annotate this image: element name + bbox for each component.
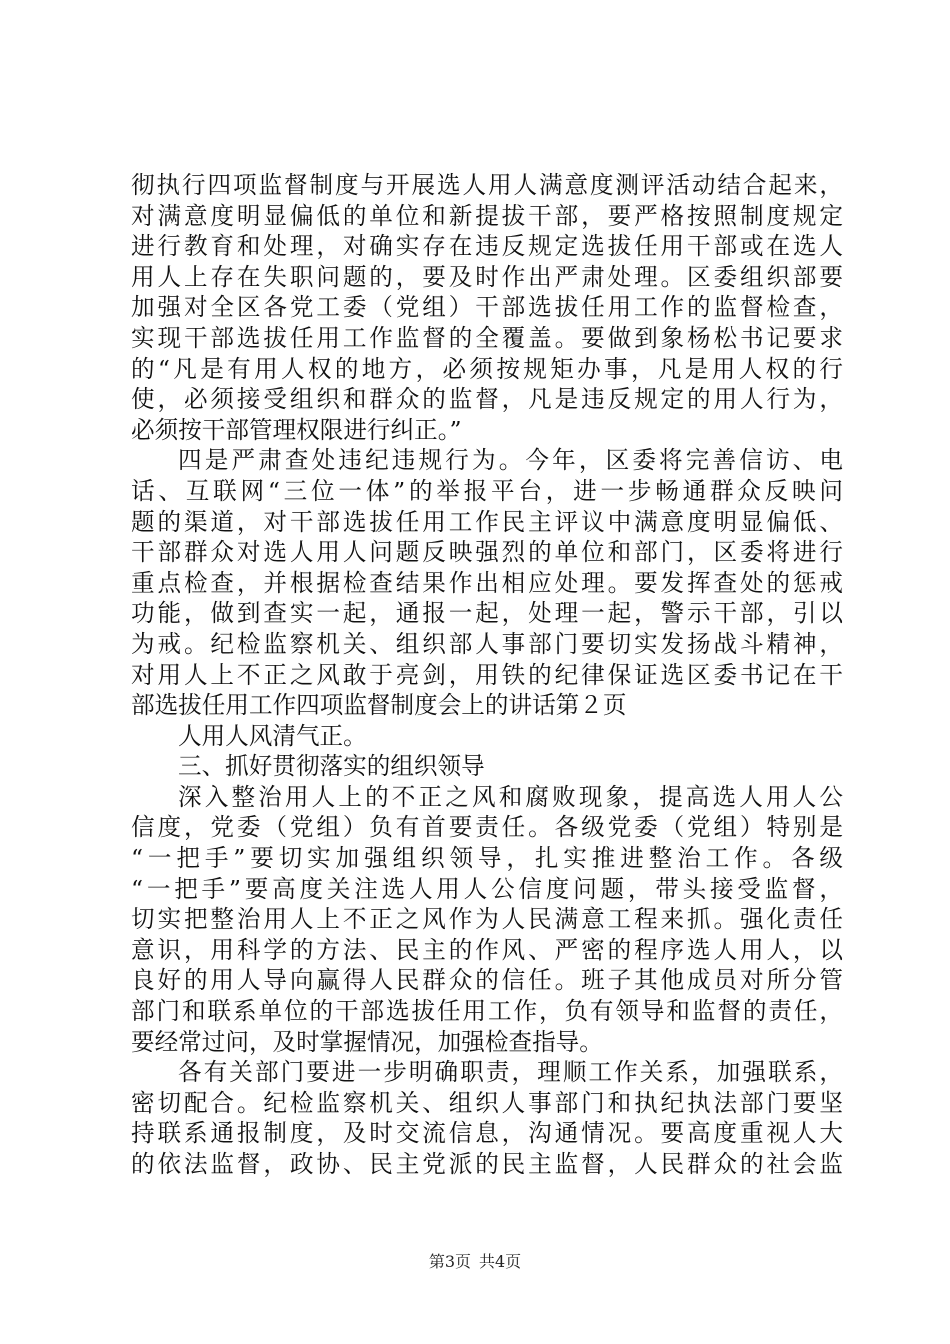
text-line: 使，必须接受组织和群众的监督，凡是违反规定的用人行为， xyxy=(131,385,843,414)
text-line: 人用人风清气正。 xyxy=(178,721,367,750)
text-line: “一把手”要高度关注选人用人公信度问题，带头接受监督， xyxy=(131,874,843,903)
text-line: 必须按干部管理权限进行纠正。” xyxy=(131,415,462,444)
text-line: 干部群众对选人用人问题反映强烈的单位和部门，区委将进行 xyxy=(131,538,843,567)
text-line: 部选拔任用工作四项监督制度会上的讲话第２页 xyxy=(131,691,627,720)
text-line: 信度，党委（党组）负有首要责任。各级党委（党组）特别是 xyxy=(131,813,843,842)
page-total: 共4页 xyxy=(479,1252,522,1271)
text-line: 四是严肃查处违纪违规行为。今年，区委将完善信访、电 xyxy=(178,446,843,475)
text-line: 题的渠道，对干部选拔任用工作民主评议中满意度明显偏低、 xyxy=(131,507,843,536)
text-line: 密切配合。纪检监察机关、组织人事部门和执纪执法部门要坚 xyxy=(131,1088,843,1117)
text-line: 各有关部门要进一步明确职责，理顺工作关系，加强联系， xyxy=(178,1058,843,1087)
text-line: 重点检查，并根据检查结果作出相应处理。要发挥查处的惩戒 xyxy=(131,568,843,597)
text-line: 的“凡是有用人权的地方，必须按规矩办事，凡是用人权的行 xyxy=(131,354,843,383)
text-line: 良好的用人导向赢得人民群众的信任。班子其他成员对所分管 xyxy=(131,966,843,995)
text-line: 功能，做到查实一起，通报一起，处理一起，警示干部，引以 xyxy=(131,599,843,628)
document-body xyxy=(131,170,843,1180)
text-line: 彻执行四项监督制度与开展选人用人满意度测评活动结合起来， xyxy=(131,171,843,199)
text-line: 切实把整治用人上不正之风作为人民满意工程来抓。强化责任 xyxy=(131,905,843,934)
text-line: 加强对全区各党工委（党组）干部选拔任用工作的监督检查， xyxy=(131,293,843,322)
section-heading: 三、抓好贯彻落实的组织领导 xyxy=(178,752,485,781)
text-line: 持联系通报制度，及时交流信息，沟通情况。要高度重视人大 xyxy=(131,1119,843,1148)
text-line: 用人上存在失职问题的，要及时作出严肃处理。区委组织部要 xyxy=(131,262,843,291)
text-line: 话、互联网“三位一体”的举报平台，进一步畅通群众反映问 xyxy=(131,476,843,505)
text-line: 的依法监督，政协、民主党派的民主监督，人民群众的社会监 xyxy=(131,1150,843,1178)
text-line: 为戒。纪检监察机关、组织部人事部门要切实发扬战斗精神， xyxy=(131,629,843,658)
text-line: 对满意度明显偏低的单位和新提拔干部，要严格按照制度规定 xyxy=(131,201,843,230)
page-number: 第3页 xyxy=(428,1252,471,1271)
page-footer xyxy=(0,1252,950,1272)
text-line: 对用人上不正之风敢于亮剑，用铁的纪律保证选区委书记在干 xyxy=(131,660,843,689)
text-line: 部门和联系单位的干部选拔任用工作，负有领导和监督的责任， xyxy=(131,997,843,1026)
text-line: 进行教育和处理，对确实存在违反规定选拔任用干部或在选人 xyxy=(131,232,843,261)
text-line: “一把手”要切实加强组织领导，扎实推进整治工作。各级 xyxy=(131,844,843,873)
text-line: 实现干部选拔任用工作监督的全覆盖。要做到象杨松书记要求 xyxy=(131,323,843,352)
text-line: 深入整治用人上的不正之风和腐败现象，提高选人用人公 xyxy=(178,782,843,811)
text-line: 意识，用科学的方法、民主的作风、严密的程序选人用人，以 xyxy=(131,935,843,964)
text-line: 要经常过问，及时掌握情况，加强检查指导。 xyxy=(131,1027,603,1056)
